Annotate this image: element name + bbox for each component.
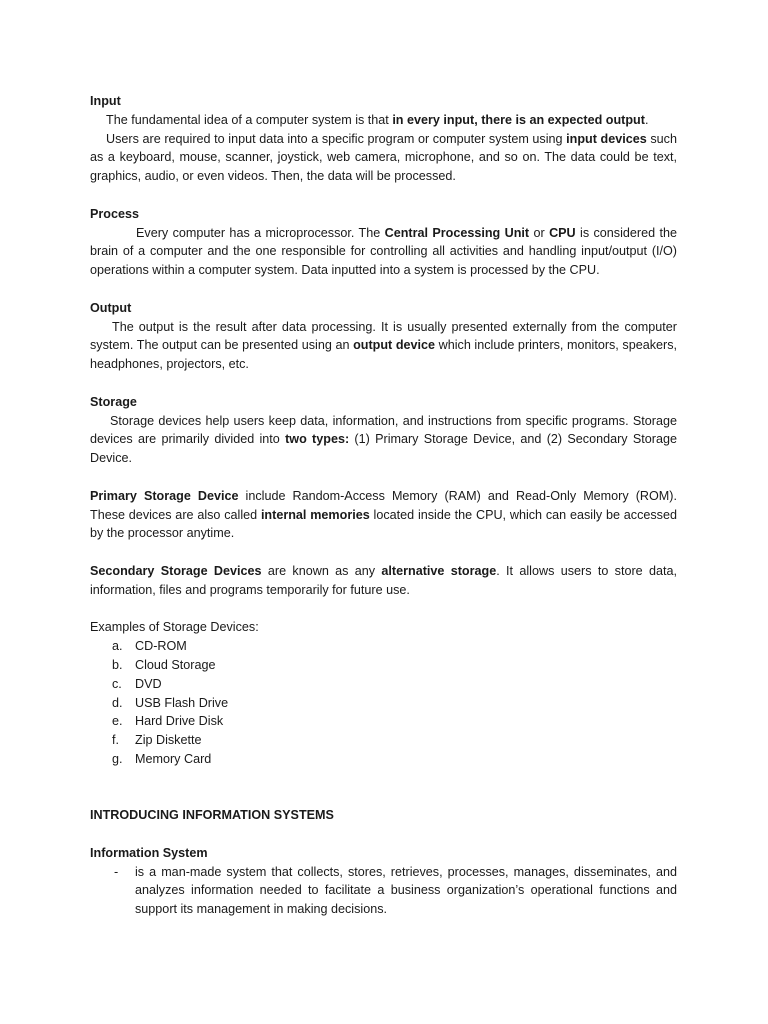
list-marker: d. bbox=[112, 695, 123, 710]
output-paragraph bbox=[90, 318, 677, 374]
document-page bbox=[90, 92, 677, 919]
definition-item bbox=[90, 863, 677, 919]
process-text-rest: is considered the brain of a computer and the one responsible for controlling all activities and handling input/output (I/O) operations within a computer system. Data inputted into a system is processed by the CPU. bbox=[90, 225, 677, 278]
list-item-label: Memory Card bbox=[135, 751, 212, 766]
output-text-a: The output is the result after data processing. It is usually presented externally from the computer system. The output can be presented using an bbox=[90, 319, 677, 353]
list-marker: c. bbox=[112, 676, 122, 691]
list-marker: f. bbox=[112, 733, 119, 748]
definition-text: is a man-made system that collects, stores, retrieves, processes, manages, disseminates, and analyzes information needed to facilitate a business organization’s operational functions and support its management in making decisions. bbox=[135, 864, 677, 917]
primary-bold-term: Primary Storage Device bbox=[90, 488, 239, 503]
primary-text-b: include Random-Access Memory (RAM) and Read-Only Memory (ROM). These devices are also called bbox=[90, 488, 677, 522]
output-bold: output device bbox=[353, 338, 436, 353]
secondary-storage-paragraph bbox=[90, 562, 677, 600]
list-item bbox=[90, 750, 677, 769]
process-heading: Process bbox=[90, 206, 140, 221]
storage-heading: Storage bbox=[90, 394, 137, 409]
storage-text-a: Storage devices help users keep data, information, and instructions from specific programs. Storage devices are primarily divided into bbox=[90, 413, 677, 447]
storage-paragraph bbox=[90, 412, 677, 468]
list-item bbox=[90, 712, 677, 731]
primary-text-rest: located inside the CPU, which can easily be accessed by the processor anytime. bbox=[90, 507, 677, 541]
secondary-text-b: are known as any bbox=[261, 563, 382, 578]
examples-title: Examples of Storage Devices: bbox=[90, 620, 259, 635]
list-marker: g. bbox=[112, 751, 123, 766]
input-p2-text: Users are required to input data into a specific program or computer system using bbox=[106, 131, 567, 146]
input-paragraph-1 bbox=[90, 111, 677, 130]
input-heading: Input bbox=[90, 94, 121, 108]
process-bold-cpu-full: Central Processing Unit bbox=[384, 225, 530, 240]
secondary-text-rest: . It allows users to store data, information, files and programs temporarily for future use. bbox=[90, 563, 677, 597]
information-system-heading: Information System bbox=[90, 845, 208, 860]
input-p1-text: The fundamental idea of a computer system is that bbox=[106, 112, 393, 127]
primary-storage-paragraph bbox=[90, 487, 677, 543]
input-paragraph-2 bbox=[90, 130, 677, 186]
process-text-or: or bbox=[529, 225, 550, 240]
secondary-bold-term: Secondary Storage Devices bbox=[90, 563, 262, 578]
storage-text-rest: (1) Primary Storage Device, and (2) Secondary Storage Device. bbox=[90, 432, 677, 466]
process-bold-cpu: CPU bbox=[549, 225, 576, 240]
output-heading: Output bbox=[90, 300, 132, 315]
process-text-a: Every computer has a microprocessor. The bbox=[136, 225, 385, 240]
list-item bbox=[90, 731, 677, 750]
process-paragraph bbox=[90, 224, 677, 280]
section-title: INTRODUCING INFORMATION SYSTEMS bbox=[90, 808, 334, 823]
input-p2-bold: input devices bbox=[566, 131, 647, 146]
input-p1-end: . bbox=[644, 112, 649, 127]
list-marker: b. bbox=[112, 657, 123, 672]
list-item bbox=[90, 656, 677, 675]
list-item bbox=[90, 694, 677, 713]
input-p2-rest: such as a keyboard, mouse, scanner, joystick, web camera, microphone, and so on. The data could be text, graphics, audio, or even videos. Then, the data will be processed. bbox=[90, 131, 677, 184]
list-item-label: Cloud Storage bbox=[135, 657, 216, 672]
list-marker: a. bbox=[112, 639, 123, 654]
primary-bold-internal: internal memories bbox=[260, 507, 370, 522]
storage-bold: two types: bbox=[285, 432, 350, 447]
dash-marker: - bbox=[114, 864, 119, 879]
input-p1-bold: in every input, there is an expected output bbox=[392, 112, 645, 127]
output-text-rest: which include printers, monitors, speakers, headphones, projectors, etc. bbox=[90, 338, 678, 372]
examples-list bbox=[90, 637, 677, 769]
list-item bbox=[90, 637, 677, 656]
list-item-label: CD-ROM bbox=[135, 639, 187, 654]
list-marker: e. bbox=[112, 714, 123, 729]
list-item-label: DVD bbox=[135, 676, 162, 691]
secondary-bold-alt: alternative storage bbox=[381, 563, 497, 578]
list-item-label: USB Flash Drive bbox=[135, 695, 229, 710]
list-item bbox=[90, 675, 677, 694]
list-item-label: Zip Diskette bbox=[135, 733, 202, 748]
list-item-label: Hard Drive Disk bbox=[135, 714, 224, 729]
